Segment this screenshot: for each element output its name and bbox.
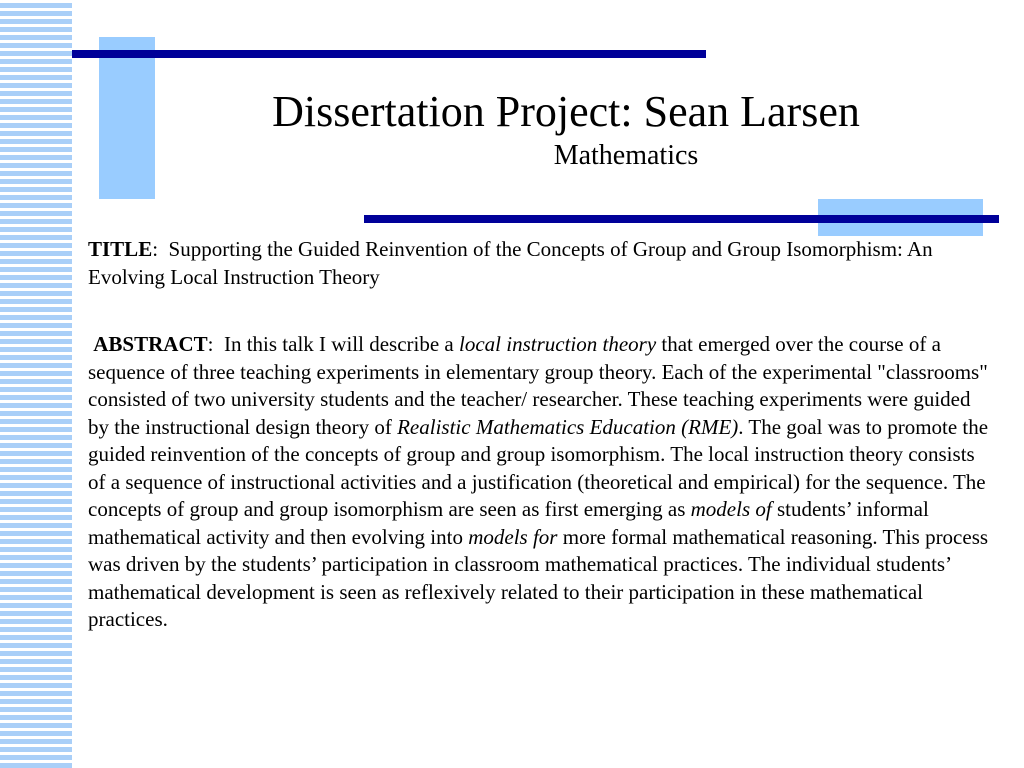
title-label: TITLE xyxy=(88,237,153,261)
title-paragraph xyxy=(88,236,993,291)
abstract-emphasis-2: Realistic Mathematics Education (RME) xyxy=(397,414,739,439)
abstract-text-5: more formal mathematical reasoning. This process was driven by the students’ participation in classroom mathematical practices. The individual students’ mathematical development is seen as reflexively related to their participation in these mathematical practices. xyxy=(88,524,989,631)
abstract-emphasis-3: models of xyxy=(690,497,772,521)
decorative-block-left xyxy=(99,37,155,199)
slide-subtitle: Mathematics xyxy=(553,140,699,171)
left-stripe-decoration xyxy=(0,0,72,768)
abstract-separator: : xyxy=(207,332,224,356)
abstract-emphasis-4: models for xyxy=(468,524,558,549)
abstract-text-4: students’ informal mathematical activity and then evolving into xyxy=(88,497,929,549)
abstract-text-2: that emerged over the course of a sequence of three teaching experiments in elementary group theory. Each of the experimental "classrooms" consisted of two university students and the teacher/ researcher. These teaching experiments were guided by the instructional design theory of xyxy=(88,332,988,439)
abstract-text-3: . The goal was to promote the guided reinvention of the concepts of group and group isomorphism. The local instruction theory consists of a sequence of instructional activities and a justification (theoretical and empirical) for the sequence. The concepts of group and group isomorphism are seen as first emerging as xyxy=(88,414,989,521)
abstract-label: ABSTRACT xyxy=(93,332,208,356)
title-separator: : xyxy=(152,237,169,261)
decorative-bar-top xyxy=(72,50,706,58)
slide-title: Dissertation Project: Sean Larsen xyxy=(272,87,860,136)
decorative-bar-bottom xyxy=(364,215,999,223)
abstract-emphasis-1: local instruction theory xyxy=(459,332,657,356)
title-text: Supporting the Guided Reinvention of the Concepts of Group and Group Isomorphism: An Evolving Local Instruction Theory xyxy=(88,237,933,289)
abstract-paragraph xyxy=(88,331,993,634)
abstract-text-1: In this talk I will describe a xyxy=(223,332,459,356)
